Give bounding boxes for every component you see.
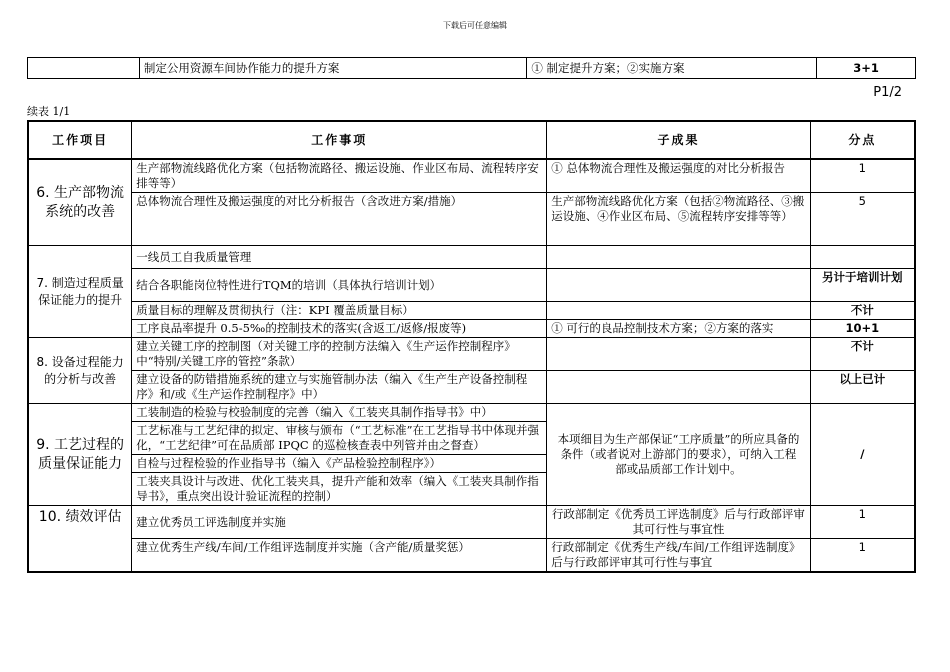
section-title: 6. 生产部物流系统的改善	[28, 159, 132, 246]
table-row	[28, 58, 916, 79]
page-number: P1/2	[873, 85, 902, 100]
table-row	[28, 338, 915, 371]
task-cell: 结合各职能岗位特性进行TQM的培训（具体执行培训计划）	[132, 269, 547, 302]
output-cell	[547, 269, 810, 302]
previous-page-table	[27, 57, 916, 79]
points-cell	[810, 246, 915, 269]
points-cell: 5	[810, 193, 915, 246]
task-cell: 一线员工自我质量管理	[132, 246, 547, 269]
task-cell: 质量目标的理解及贯彻执行（注：KPI 覆盖质量目标）	[132, 302, 547, 320]
points-cell: 10+1	[810, 320, 915, 338]
points-cell: 1	[810, 506, 915, 539]
points-cell: 3+1	[817, 58, 916, 79]
column-header-output: 子成果	[547, 121, 810, 159]
task-cell: 建立优秀员工评选制度并实施	[132, 506, 547, 539]
points-cell: 1	[810, 539, 915, 573]
output-cell: 行政部制定《优秀员工评选制度》后与行政部评审其可行性与事宜性	[547, 506, 810, 539]
section-title: 7. 制造过程质量保证能力的提升	[28, 246, 132, 338]
task-cell: 总体物流合理性及搬运强度的对比分析报告（含改进方案/措施）	[132, 193, 547, 246]
task-cell: 工装制造的检验与校验制度的完善（编入《工装夹具制作指导书》中）	[132, 404, 547, 422]
task-cell: 制定公用资源车间协作能力的提升方案	[139, 58, 527, 79]
table-row	[28, 506, 915, 539]
output-cell: ① 总体物流合理性及搬运强度的对比分析报告	[547, 159, 810, 193]
points-cell: /	[810, 404, 915, 506]
column-header-points: 分点	[810, 121, 915, 159]
table-row	[28, 269, 915, 302]
section-title: 8. 设备过程能力的分析与改善	[28, 338, 132, 404]
output-cell: ① 可行的良品控制技术方案；②方案的落实	[547, 320, 810, 338]
points-cell: 不计	[810, 302, 915, 320]
task-cell: 工序良品率提升 0.5-5‰的控制技术的落实(含返工/返修/报废等)	[132, 320, 547, 338]
header-row	[28, 121, 915, 159]
section-title: 9. 工艺过程的质量保证能力	[28, 404, 132, 506]
table-row	[28, 193, 915, 246]
output-cell	[547, 302, 810, 320]
task-cell: 建立设备的防错措施系统的建立与实施管制办法（编入《生产生产设备控制程序》和/或《生产运作控制程序》中）	[132, 371, 547, 404]
table-row	[28, 246, 915, 269]
points-cell: 1	[810, 159, 915, 193]
table-row	[28, 302, 915, 320]
column-header-task: 工作事项	[132, 121, 547, 159]
table-row	[28, 159, 915, 193]
output-cell	[547, 246, 810, 269]
task-cell: 自检与过程检验的作业指导书（编入《产品检验控制程序》）	[132, 455, 547, 473]
points-cell: 另计于培训计划	[810, 269, 915, 302]
section-title: 10. 绩效评估	[28, 506, 132, 573]
output-cell	[547, 371, 810, 404]
header-note: 下载后可任意编辑	[443, 21, 507, 30]
task-cell: 生产部物流线路优化方案（包括物流路径、搬运设施、作业区布局、流程转序安排等等）	[132, 159, 547, 193]
points-cell: 不计	[810, 338, 915, 371]
task-cell: 工装夹具设计与改进、优化工装夹具，提升产能和效率（编入《工装夹具制作指导书》，重点突出设计验证流程的控制）	[132, 473, 547, 506]
task-cell: 建立关键工序的控制图（对关键工序的控制方法编入《生产运作控制程序》中“特别/关键工序的管控”条款）	[132, 338, 547, 371]
task-cell: 建立优秀生产线/车间/工作组评选制度并实施（含产能/质量奖惩）	[132, 539, 547, 573]
work-plan-table	[27, 120, 916, 573]
output-cell	[547, 338, 810, 371]
table-row	[28, 539, 915, 573]
continued-label: 续表 1/1	[27, 105, 71, 118]
task-cell: 工艺标准与工艺纪律的拟定、审核与颁布（“工艺标准”在工艺指导书中体现并强化，“工艺纪律”可在品质部 IPQC 的巡检核查表中列管并由之督查）	[132, 422, 547, 455]
table-row	[28, 320, 915, 338]
points-cell: 以上已计	[810, 371, 915, 404]
output-cell: 本项细目为生产部保证“工序质量”的所应具备的条件（或者说对上游部门的要求），可纳入工程部或品质部工作计划中。	[547, 404, 810, 506]
table-row	[28, 404, 915, 422]
output-cell: 生产部物流线路优化方案（包括②物流路径、③搬运设施、④作业区布局、⑤流程转序安排等等）	[547, 193, 810, 246]
column-header-item: 工作项目	[28, 121, 132, 159]
table-row	[28, 371, 915, 404]
item-cell	[28, 58, 140, 79]
output-cell: ① 制定提升方案；②实施方案	[527, 58, 817, 79]
output-cell: 行政部制定《优秀生产线/车间/工作组评选制度》后与行政部评审其可行性与事宜	[547, 539, 810, 573]
